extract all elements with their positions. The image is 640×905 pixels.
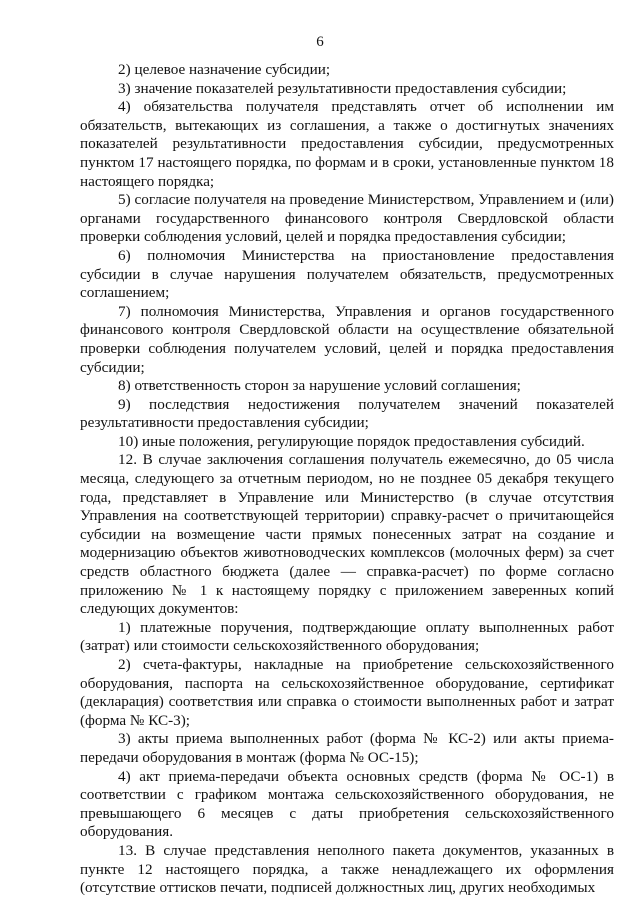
document-body	[80, 61, 614, 898]
paragraph-doc-4: 4) акт приема-передачи объекта основных средств (форма № ОС-1) в соответствии с графиком монтажа сельскохозяйственного оборудования, не превышающего 6 месяцев с даты приобретения сельскохозяйственного оборудования.	[80, 767, 614, 841]
paragraph-doc-1: 1) платежные поручения, подтверждающие оплату выполненных работ (затрат) или стоимости сельскохозяйственного оборудования;	[80, 618, 614, 655]
paragraph-item-6: 6) полномочия Министерства на приостановление предоставления субсидии в случае нарушения получателем обязательств, предусмотренных соглашением;	[80, 246, 614, 302]
page-number: 6	[316, 34, 324, 50]
paragraph-item-3: 3) значение показателей результативности предоставления субсидии;	[118, 79, 567, 97]
paragraph-item-8: 8) ответственность сторон за нарушение условий соглашения;	[118, 377, 521, 395]
paragraph-section-12: 12. В случае заключения соглашения получатель ежемесячно, до 05 числа месяца, следующего за отчетным периодом, но не позднее 05 декабря текущего года, представляет в Управление или Министерство (в случае отсутствия Управления на соответствующей территории) справку-расчет о причитающейся субсидии на возмещение части прямых понесенных затрат на создание и модернизацию объектов животноводческих комплексов (молочных ферм) за счет средств областного бюджета (далее — справка-расчет) по форме согласно приложению № 1 к настоящему порядку с приложением заверенных копий следующих документов:	[80, 451, 614, 618]
paragraph-item-9: 9) последствия недостижения получателем значений показателей результативности предоставления субсидии;	[80, 395, 614, 432]
paragraph-item-10: 10) иные положения, регулирующие порядок предоставления субсидий.	[118, 432, 585, 450]
paragraph-doc-3: 3) акты приема выполненных работ (форма № КС-2) или акты приема-передачи оборудования в монтаж (форма № ОС-15);	[80, 730, 614, 766]
paragraph-item-2: 2) целевое назначение субсидии;	[118, 61, 331, 78]
paragraph-item-4: 4) обязательства получателя представлять отчет об исполнении им обязательств, вытекающих из соглашения, а также о достигнутых значениях показателей результативности предоставления субсидии, предусмотренных пунктом 17 настоящего порядка, по формам и в сроки, установленные пунктом 18 настоящего порядка;	[80, 98, 614, 190]
paragraph-item-5: 5) согласие получателя на проведение Министерством, Управлением и (или) органами государственного финансового контроля Свердловской области проверки соблюдения условий, целей и порядка предоставления субсидии;	[80, 191, 614, 246]
paragraph-section-13: 13. В случае представления неполного пакета документов, указанных в пункте 12 настоящего порядка, а также ненадлежащего их оформления (отсутствие оттисков печати, подписей должностных лиц, других необходимых	[80, 841, 614, 897]
paragraph-doc-2: 2) счета-фактуры, накладные на приобретение сельскохозяйственного оборудования, паспорта на сельскохозяйственное оборудование, сертификат (декларация) соответствия или справка о стоимости выполненных работ и затрат (форма № КС-3);	[80, 656, 614, 729]
paragraph-item-7: 7) полномочия Министерства, Управления и органов государственного финансового контроля Свердловской области на осуществление обязательной проверки соблюдения получателем условий, целей и порядка предоставления субсидии;	[80, 302, 614, 376]
